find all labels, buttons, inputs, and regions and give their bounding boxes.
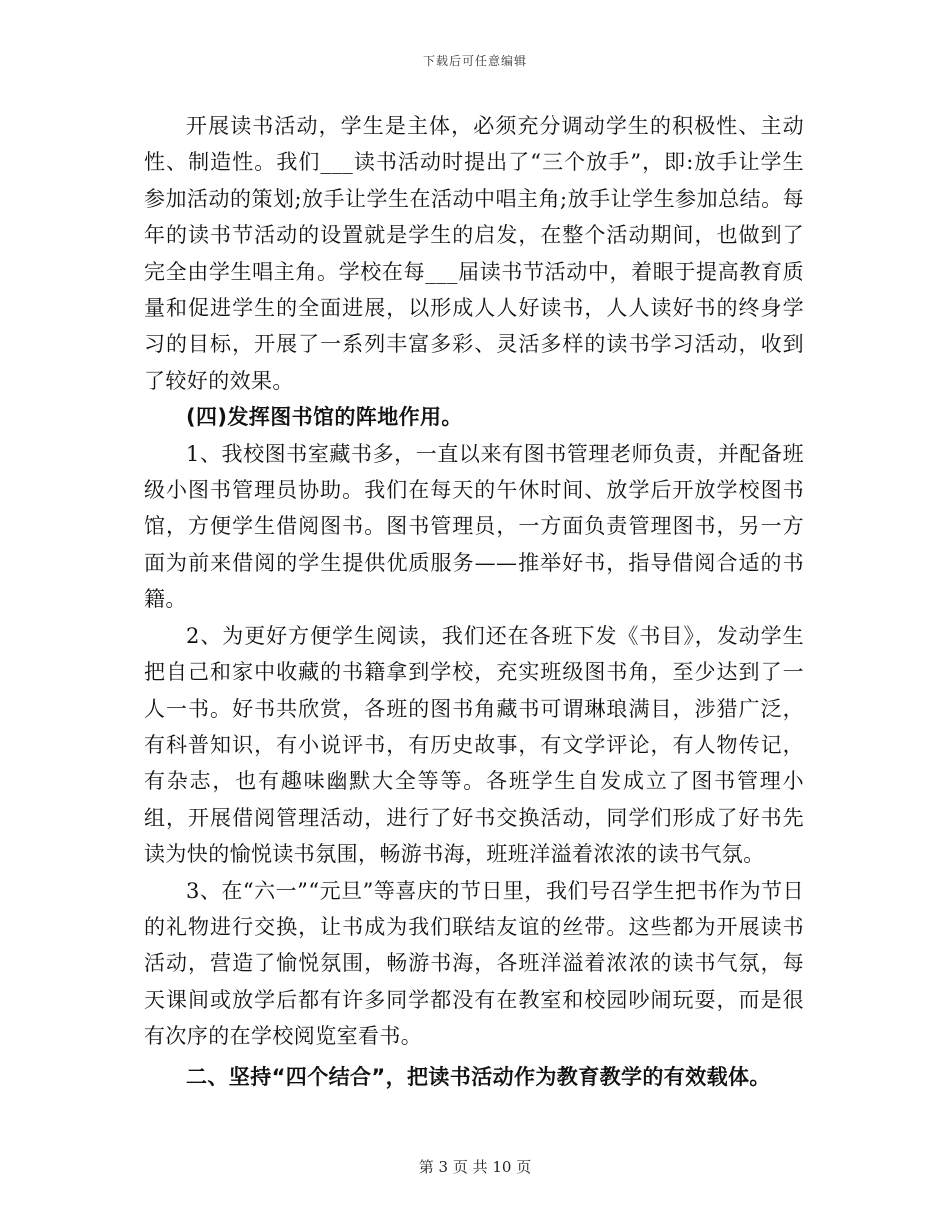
section-heading-four-combinations: 二、坚持“四个结合”，把读书活动作为教育教学的有效载体。 bbox=[186, 1064, 771, 1089]
section-heading-library: (四)发挥图书馆的阵地作用。 bbox=[186, 405, 463, 430]
page-number: 第 3 页 共 10 页 bbox=[418, 1158, 532, 1176]
document-body bbox=[144, 108, 804, 1095]
paragraph-reading-activities: 开展读书活动，学生是主体，必须充分调动学生的积极性、主动性、制造性。我们___读书活动时提出了“三个放手”，即:放手让学生参加活动的策划;放手让学生在活动中唱主角;放手让学生参加总结。每年的读书节活动的设置就是学生的启发，在整个活动期间，也做到了完全由学生唱主角。学校在每___届读书节活动中，着眼于提高教育质量和促进学生的全面进展，以形成人人好读书，人人读好书的终身学习的目标，开展了一系列丰富多彩、灵活多样的读书学习活动，收到了较好的效果。 bbox=[144, 114, 804, 393]
paragraph-holiday-book-exchange: 3、在“六一”“元旦”等喜庆的节日里，我们号召学生把书作为节日的礼物进行交换，让书成为我们联结友谊的丝带。这些都为开展读书活动，营造了愉悦氛围，畅游书海，各班洋溢着浓浓的读书气氛，每天课间或放学后都有许多同学都没有在教室和校园吵闹玩耍，而是很有次序的在学校阅览室看书。 bbox=[144, 878, 804, 1049]
paragraph-class-book-corner: 2、为更好方便学生阅读，我们还在各班下发《书目》，发动学生把自己和家中收藏的书籍拿到学校，充实班级图书角，至少达到了一人一书。好书共欣赏，各班的图书角藏书可谓琳琅满目，涉猎广泛，有科普知识，有小说评书，有历史故事，有文学评论，有人物传记，有杂志，也有趣味幽默大全等等。各班学生自发成立了图书管理小组，开展借阅管理活动，进行了好书交换活动，同学们形成了好书先读为快的愉悦读书氛围，畅游书海，班班洋溢着浓浓的读书气氛。 bbox=[144, 623, 804, 867]
page-header-note: 下载后可任意编辑 bbox=[422, 54, 527, 68]
paragraph-library-staff: 1、我校图书室藏书多，一直以来有图书管理老师负责，并配备班级小图书管理员协助。我们在每天的午休时间、放学后开放学校图书馆，方便学生借阅图书。图书管理员，一方面负责管理图书，另一方面为前来借阅的学生提供优质服务——推举好书，指导借阅合适的书籍。 bbox=[144, 441, 804, 612]
